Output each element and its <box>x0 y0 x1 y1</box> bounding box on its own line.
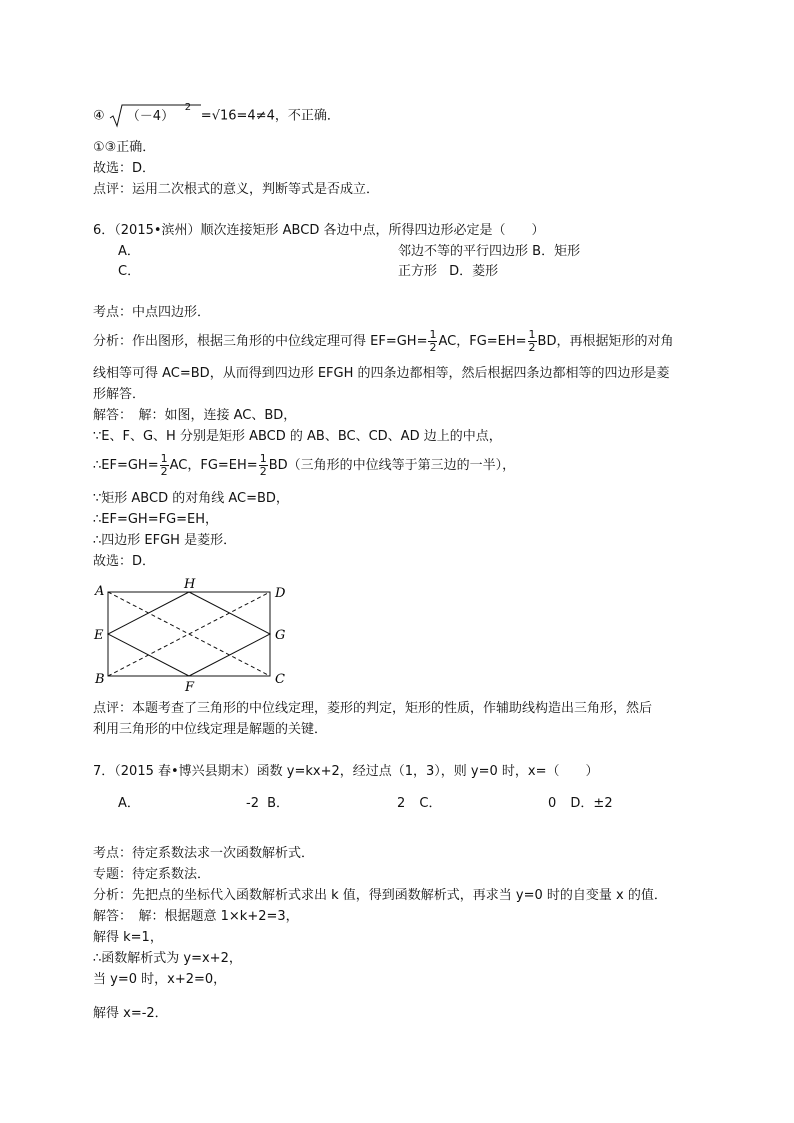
q6-jieda5: ∴EF=GH=FG=EH， <box>93 512 219 527</box>
q6-option-a-b-row <box>398 243 580 261</box>
label-f: F <box>185 680 195 694</box>
q7-option-b: B． <box>267 796 290 811</box>
label-c: C <box>275 672 285 687</box>
q7-fenxi: 分析：先把点的坐标代入函数解析式求出 k 值，得到函数解析式，再求当 y=0 时的自变量 x 的值． <box>93 888 667 903</box>
q6-kaodian: 考点：中点四边形． <box>93 305 211 320</box>
fraction-half: $\frac{1}{2}$ <box>429 328 437 354</box>
jieda3-text-c: BD（三角形的中位线等于第三边的一半）， <box>268 458 516 473</box>
jieda3-text-a: ∴EF=GH= <box>93 458 159 473</box>
sqrt-expression <box>109 103 201 129</box>
rectangle-rhombus-figure <box>90 576 300 698</box>
radicand: （－4） <box>126 109 175 124</box>
q7-jieda1: 解答： 解：根据题意 1×k+2=3， <box>93 909 299 924</box>
geometry-diagram <box>90 576 300 694</box>
q6-stem: 6．（2015•滨州）顺次连接矩形 ABCD 各边中点，所得四边形必定是（ ） <box>93 223 545 238</box>
q7-option-a: A． <box>118 796 140 811</box>
q6-option-c-label: C． <box>118 264 141 279</box>
fenxi-text-a: 分析：作出图形，根据三角形的中位线定理可得 EF=GH= <box>93 334 428 349</box>
top-comment: 点评：运用二次根式的意义，判断等式是否成立． <box>93 182 380 197</box>
q6-option-a-text: 邻边不等的平行四边形 <box>398 244 529 259</box>
fenxi-text-c: BD，再根据矩形的对角 <box>537 334 674 349</box>
item4-line <box>93 103 340 129</box>
q6-option-a-label: A． <box>118 244 140 259</box>
item13-line: ①③正确． <box>93 140 156 155</box>
q6-jieda2: ∵E、F、G、H 分别是矩形 ABCD 的 AB、BC、CD、AD 边上的中点， <box>93 429 502 444</box>
exponent: 2 <box>184 102 192 113</box>
q7-b-value: 2 <box>397 796 406 811</box>
q6-dianping2: 利用三角形的中位线定理是解题的关键． <box>93 722 328 737</box>
q6-fenxi-line2: 线相等可得 AC=BD，从而得到四边形 EFGH 的四条边都相等，然后根据四条边都相等的四边形是菱 <box>93 366 670 381</box>
fenxi-text-b: AC，FG=EH= <box>438 334 527 349</box>
q6-jieda3 <box>93 452 515 480</box>
q6-option-d: D．菱形 <box>449 264 499 279</box>
q7-option-a-value <box>246 795 289 813</box>
q6-dianping1: 点评：本题考查了三角形的中位线定理，菱形的判定，矩形的性质，作辅助线构造出三角形，然后 <box>93 701 653 716</box>
fraction-half: $\frac{1}{2}$ <box>528 328 536 354</box>
item4-number: ④ <box>93 108 105 124</box>
q6-choice: 故选：D． <box>93 554 156 569</box>
q6-jieda4: ∵矩形 ABCD 的对角线 AC=BD， <box>93 491 289 506</box>
q6-option-b: B．矩形 <box>532 244 581 259</box>
q6-jieda6: ∴四边形 EFGH 是菱形． <box>93 533 237 548</box>
top-choice: 故选：D． <box>93 161 156 176</box>
q7-option-c: C． <box>419 796 442 811</box>
q7-kaodian: 考点：待定系数法求一次函数解析式． <box>93 846 315 861</box>
q6-option-c-text: 正方形 <box>398 264 438 279</box>
q7-jieda4: 当 y=0 时，x+2=0， <box>93 972 227 987</box>
fraction-half: $\frac{1}{2}$ <box>259 452 267 478</box>
label-g: G <box>275 628 286 643</box>
q7-option-b-value <box>397 795 442 813</box>
q6-option-c-d-row <box>398 263 498 281</box>
q6-jieda1: 解答： 解：如图，连接 AC、BD， <box>93 408 297 423</box>
label-h: H <box>184 577 196 592</box>
label-d: D <box>275 586 286 601</box>
q7-a-value: -2 <box>246 796 259 811</box>
q7-jieda5: 解得 x=-2． <box>93 1006 168 1021</box>
label-e: E <box>94 628 104 643</box>
label-a: A <box>95 584 105 599</box>
q7-option-d: D．±2 <box>570 796 613 811</box>
q7-jieda2: 解得 k=1， <box>93 930 163 945</box>
q7-jieda3: ∴函数解析式为 y=x+2， <box>93 951 242 966</box>
item4-rest: =√16=4≠4，不正确． <box>200 108 340 124</box>
q7-c-value: 0 <box>548 796 557 811</box>
q7-stem: 7．（2015 春•博兴县期末）函数 y=kx+2，经过点（1，3），则 y=0 时，x=（ ） <box>93 764 599 779</box>
q7-option-c-value <box>548 795 613 813</box>
q7-zhuanti: 专题：待定系数法． <box>93 867 211 882</box>
label-b: B <box>95 672 105 687</box>
fraction-half: $\frac{1}{2}$ <box>160 452 168 478</box>
q6-fenxi-line3: 形解答． <box>93 387 146 402</box>
jieda3-text-b: AC，FG=EH= <box>169 458 258 473</box>
q6-fenxi-line1 <box>93 328 673 356</box>
